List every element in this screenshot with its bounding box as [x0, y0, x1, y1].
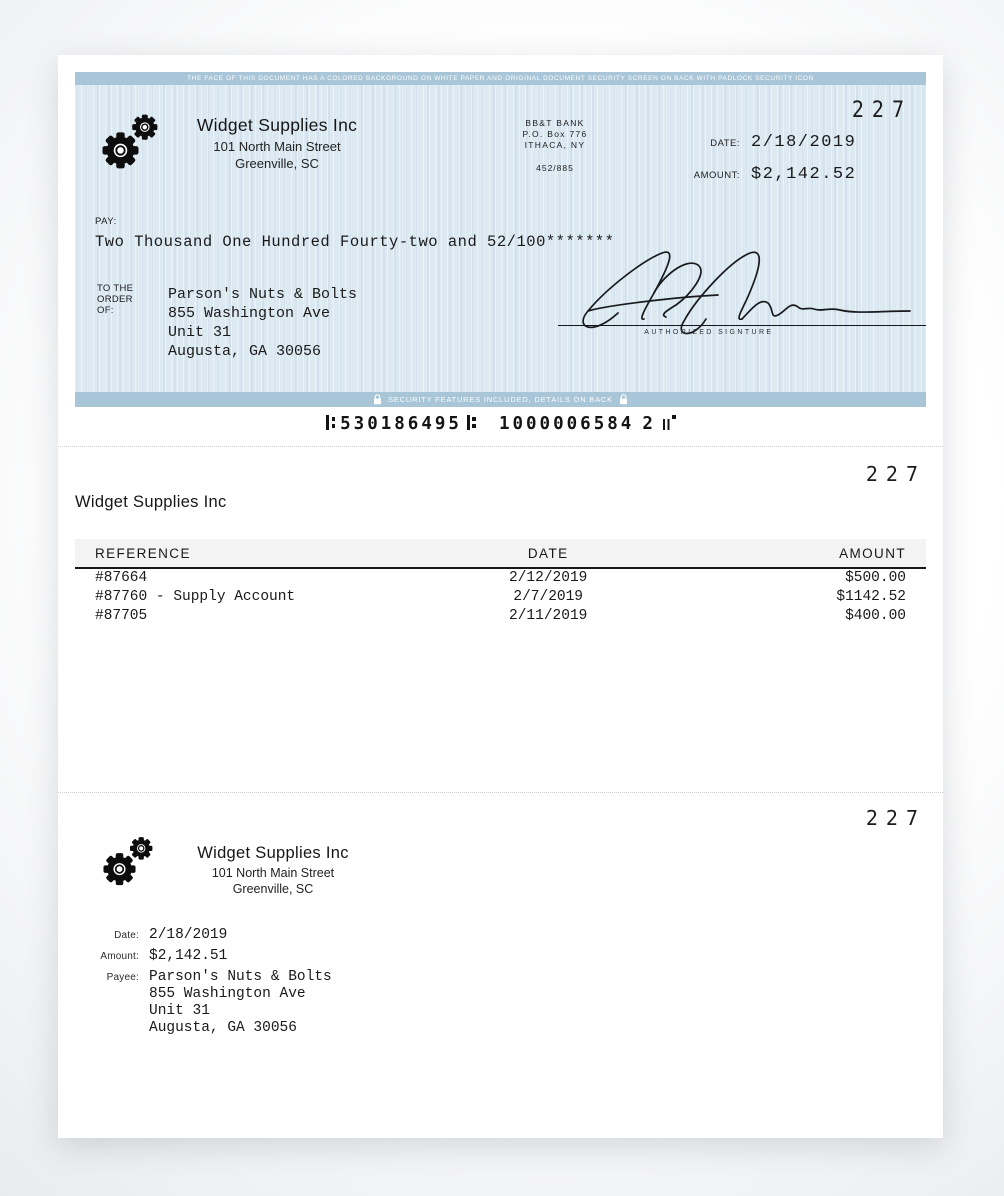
payee-address-block: Parson's Nuts & Bolts 855 Washington Ave Unit 31 Augusta, GA 30056	[168, 286, 358, 360]
padlock-icon	[619, 394, 628, 405]
record-payee-row	[75, 969, 926, 1037]
company-address: 101 North Main Street Greenville, SC	[213, 139, 341, 171]
payment-record-fields	[75, 927, 926, 1037]
payer-company-block	[167, 115, 387, 172]
header-date: DATE	[527, 546, 569, 561]
table-row: #87664 2/12/2019 $500.00	[95, 570, 906, 586]
record-payee-value: Parson's Nuts & Bolts 855 Washington Ave Unit 31 Augusta, GA 30056	[149, 969, 332, 1036]
bank-fraction: 452/885	[536, 163, 574, 173]
amount-row	[660, 165, 856, 184]
amount-label: AMOUNT:	[693, 170, 740, 181]
bank-city: ITHACA, NY	[524, 140, 586, 150]
micr-account: 1000006584	[498, 414, 635, 434]
stub-company-block	[75, 834, 926, 897]
signature-line	[558, 325, 926, 326]
company-address: 101 North Main Street Greenville, SC	[211, 866, 335, 896]
check-document	[58, 55, 943, 1138]
table-row: #87760 - Supply Account 2/7/2019 $1142.52	[95, 589, 906, 605]
signature-area	[558, 233, 926, 363]
stub-check-number: 227	[865, 462, 926, 486]
payee-name: Parson's Nuts & Bolts	[168, 286, 358, 303]
table-header-row	[75, 539, 926, 569]
header-amount: AMOUNT	[839, 546, 906, 561]
amount-in-words: Two Thousand One Hundred Fourty-two and 52/100*******	[95, 233, 615, 251]
check	[75, 72, 926, 407]
header-reference: REFERENCE	[95, 546, 191, 561]
record-date-row	[75, 927, 926, 944]
security-banner-bottom	[75, 392, 926, 407]
bank-pobox: P.O. Box 776	[522, 129, 588, 139]
date-row	[660, 133, 856, 152]
company-name: Widget Supplies Inc	[196, 115, 358, 135]
bank-block	[485, 118, 625, 174]
date-label: DATE:	[710, 138, 740, 149]
micr-transit-icon	[466, 415, 477, 430]
micr-transit-icon	[325, 415, 336, 430]
check-number: 227	[851, 95, 912, 123]
gears-logo-icon	[93, 111, 167, 180]
micr-routing: 530186495	[340, 414, 462, 434]
micr-line	[58, 414, 943, 434]
reference-table	[75, 539, 926, 626]
table-row: #87705 2/11/2019 $400.00	[95, 608, 906, 624]
gears-logo-icon	[95, 834, 161, 896]
check-meta	[660, 133, 856, 197]
micr-onus-icon	[663, 415, 676, 430]
stub-company-name: Widget Supplies Inc	[75, 493, 227, 511]
to-the-order-of-label: TO THE ORDER OF:	[97, 283, 134, 316]
security-banner-bottom-text: SECURITY FEATURES INCLUDED, DETAILS ON BACK	[388, 395, 613, 404]
record-amount-value: $2,142.51	[149, 948, 228, 964]
check-body	[75, 85, 926, 392]
payment-record-stub	[58, 793, 943, 1037]
record-date-value: 2/18/2019	[149, 927, 228, 943]
pay-label: PAY:	[95, 216, 117, 227]
company-name: Widget Supplies Inc	[197, 844, 349, 862]
record-payee-label: Payee:	[106, 972, 139, 983]
bank-name: BB&T BANK	[525, 118, 585, 128]
date-value: 2/18/2019	[751, 133, 857, 152]
security-banner-top-text: THE FACE OF THIS DOCUMENT HAS A COLORED BACKGROUND ON WHITE PAPER AND ORIGINAL DOCUMENT SECURITY SCREEN ON BACK WITH PADLOCK SECURITY ICON	[187, 75, 814, 82]
amount-value: $2,142.52	[751, 165, 857, 184]
security-banner-top	[75, 72, 926, 85]
record-amount-row	[75, 948, 926, 965]
padlock-icon	[373, 394, 382, 405]
record-date-label: Date:	[114, 930, 139, 941]
stub-check-number: 227	[865, 806, 926, 830]
record-amount-label: Amount:	[100, 951, 139, 962]
micr-suffix: 2	[642, 414, 656, 434]
authorized-signature-caption: AUTHORIZED SIGNTURE	[644, 329, 774, 336]
remittance-stub	[58, 447, 943, 780]
